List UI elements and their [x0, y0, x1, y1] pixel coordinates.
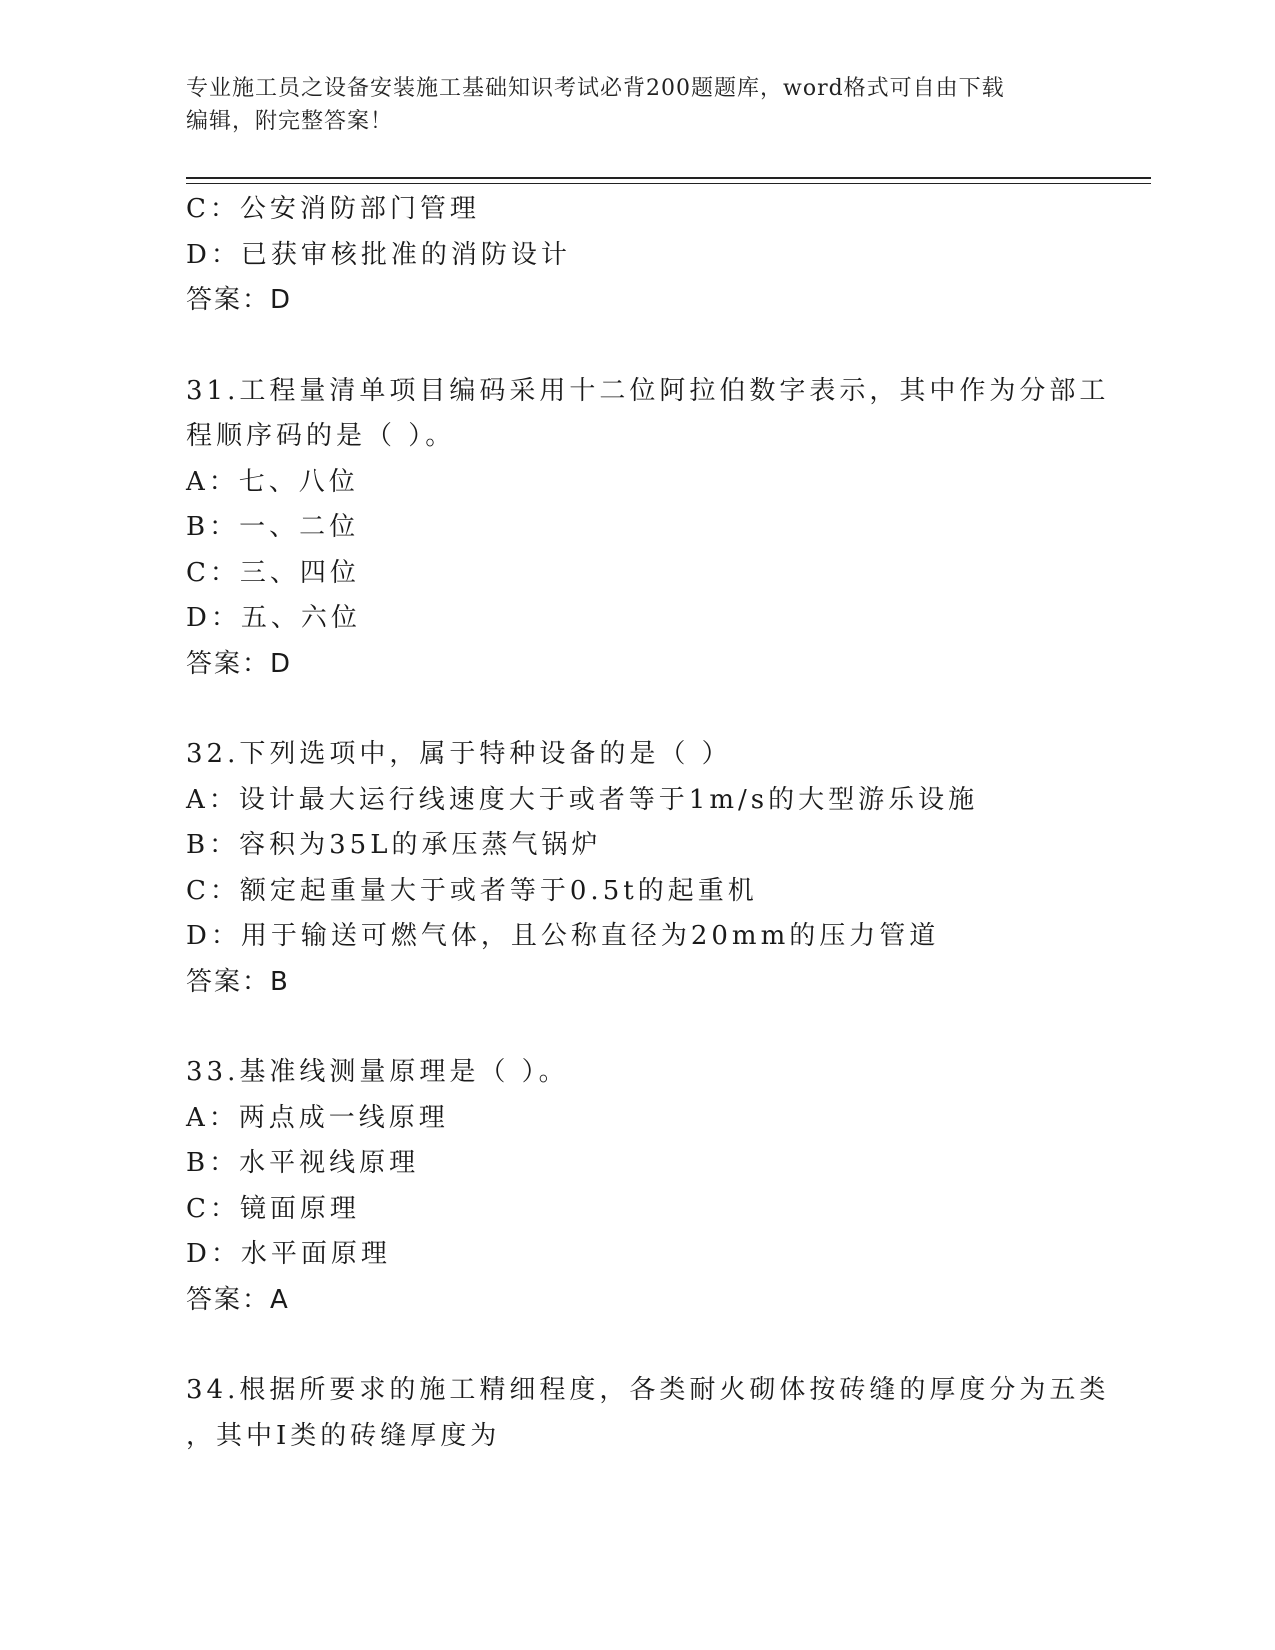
- header-rule-thick: [186, 177, 1151, 179]
- option-b: B：水平视线原理: [186, 1148, 420, 1178]
- option-c: C：公安消防部门管理: [186, 194, 480, 224]
- header-rule-thin: [186, 183, 1151, 184]
- question-stem: 34.根据所要求的施工精细程度，各类耐火砌体按砖缝的厚度分为五类: [186, 1375, 1110, 1405]
- option-d: D：五、六位: [186, 603, 361, 633]
- header-title-line-1: 专业施工员之设备安装施工基础知识考试必背200题题库，word格式可自由下载: [186, 76, 1005, 101]
- option-a: A：两点成一线原理: [186, 1102, 449, 1133]
- option-b: B：一、二位: [186, 512, 360, 542]
- document-header: [186, 72, 1086, 138]
- answer-line: 答案：D: [186, 648, 293, 679]
- option-b: B：容积为35L的承压蒸气锅炉: [186, 830, 602, 860]
- question-32: [186, 732, 1086, 1005]
- question-stem-continued: 程顺序码的是（ ）。: [186, 421, 456, 451]
- question-33: [186, 1050, 1086, 1323]
- option-c: C：三、四位: [186, 557, 360, 588]
- question-stem-continued: ，其中Ⅰ类的砖缝厚度为: [186, 1420, 501, 1451]
- option-d: D：水平面原理: [186, 1239, 391, 1269]
- header-title-line-2: 编辑，附完整答案！: [186, 109, 394, 134]
- question-stem: 33.基准线测量原理是（ ）。: [186, 1057, 569, 1087]
- option-c: C：额定起重量大于或者等于0.5t的起重机: [186, 875, 758, 906]
- question-stem: 32.下列选项中，属于特种设备的是（ ）: [186, 739, 732, 769]
- option-d: D：已获审核批准的消防设计: [186, 239, 571, 270]
- option-c: C：镜面原理: [186, 1193, 360, 1224]
- answer-line: 答案：D: [186, 285, 293, 315]
- question-34: [186, 1368, 1110, 1459]
- question-stem: 31.工程量清单项目编码采用十二位阿拉伯数字表示，其中作为分部工: [186, 375, 1110, 406]
- previous-question-tail: [186, 187, 1086, 324]
- question-content: [186, 187, 1110, 1459]
- option-a: A：七、八位: [186, 466, 359, 497]
- option-d: D：用于输送可燃气体，且公称直径为20mm的压力管道: [186, 921, 940, 951]
- question-31: [186, 369, 1110, 688]
- answer-line: 答案：A: [186, 1284, 290, 1315]
- option-a: A：设计最大运行线速度大于或者等于1m/s的大型游乐设施: [186, 784, 979, 815]
- answer-line: 答案：B: [186, 966, 290, 997]
